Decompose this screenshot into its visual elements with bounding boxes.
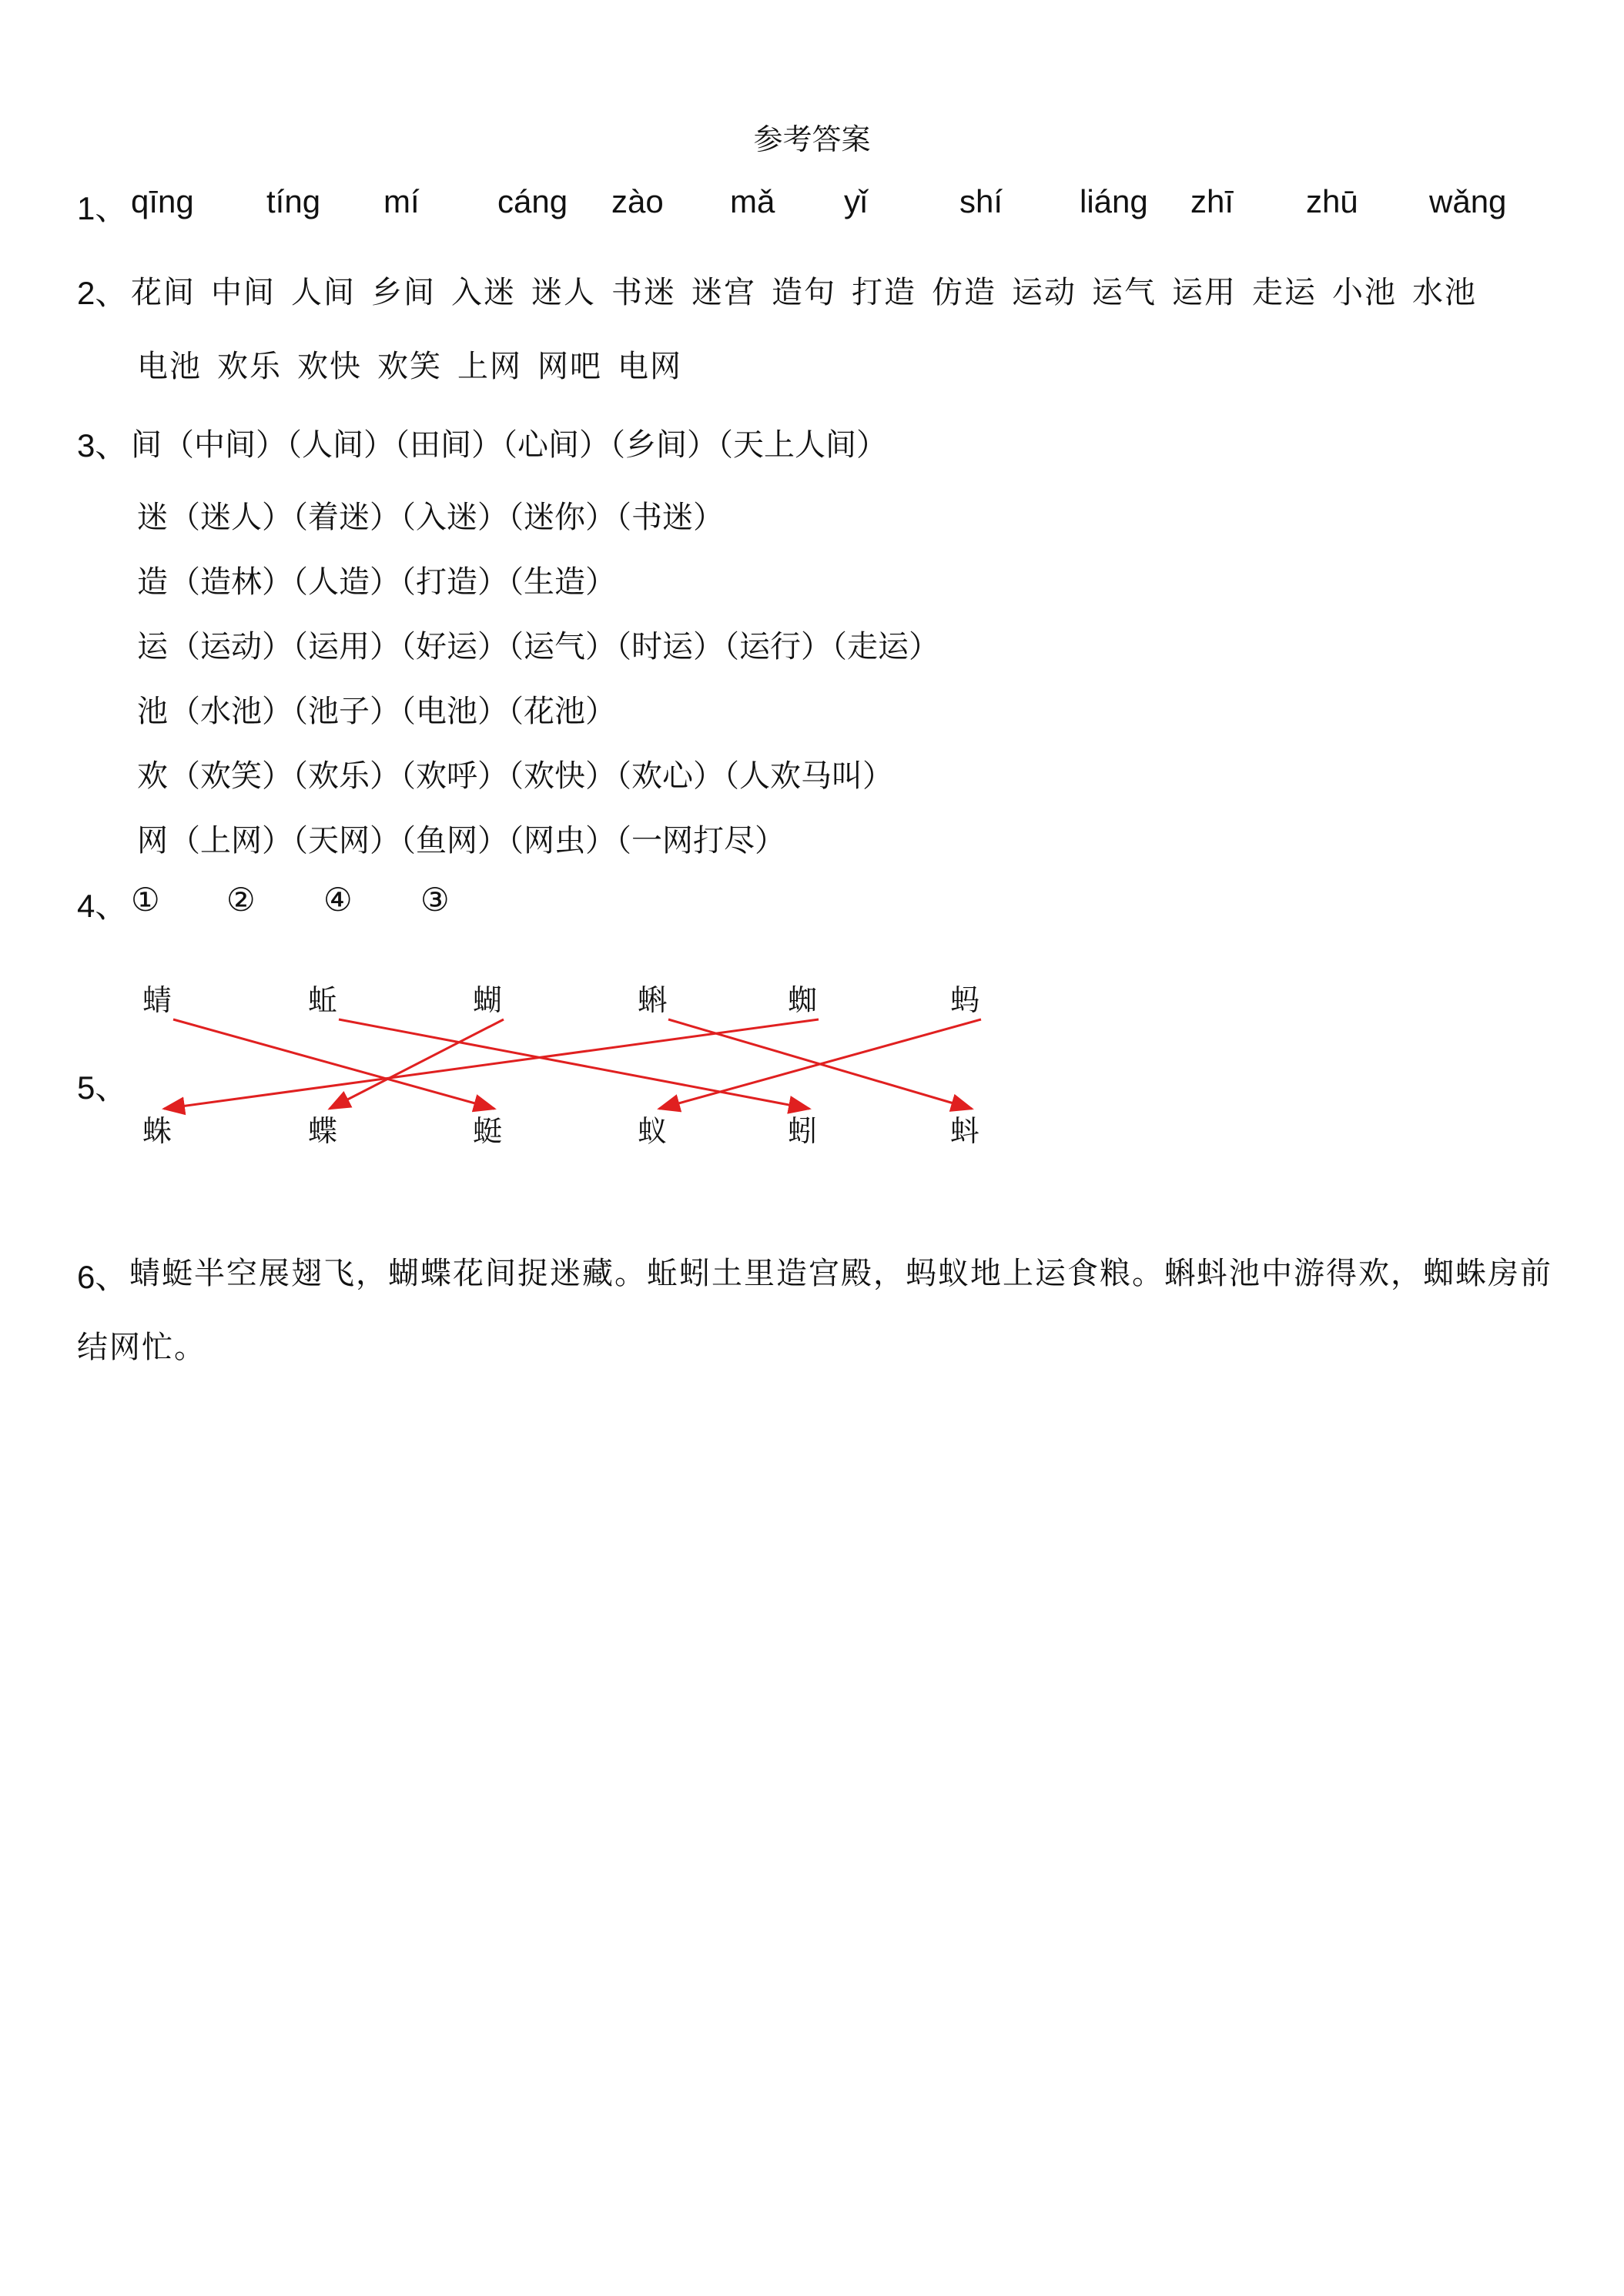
word-item: （人造） [293, 564, 400, 600]
word-item: （好运） [400, 629, 508, 664]
word-item: （入迷） [400, 500, 508, 535]
top-char: 蜘 [788, 983, 818, 1017]
pinyin-item: zhī [1190, 183, 1234, 219]
word-item: 花间 [131, 275, 196, 310]
key-char: 运 [137, 629, 168, 664]
pinyin-item: mí [383, 183, 420, 219]
word-item: （中间） [163, 427, 286, 463]
word-item: 乡间 [371, 275, 436, 310]
word-item: （造林） [169, 564, 293, 600]
pinyin-item: wǎng [1429, 183, 1507, 219]
word-item: 造句 [772, 275, 836, 310]
word-item: 运动 [1012, 275, 1077, 310]
pinyin-item: liáng [1080, 183, 1148, 219]
match-arrow [164, 1019, 819, 1109]
word-item: （欢笑） [169, 758, 293, 794]
bottom-char: 蜓 [473, 1114, 503, 1148]
top-char: 蚯 [308, 983, 338, 1017]
top-char: 蝌 [638, 983, 668, 1017]
key-char: 间 [131, 427, 162, 463]
word-item: （网虫） [508, 823, 616, 858]
question-6-answer-text: 蜻蜓半空展翅飞，蝴蝶花间捉迷藏。蚯蚓土里造宫殿，蚂蚁地上运食粮。蝌蚪池中游得欢，蜘蛛房前结网忙。 [77, 1256, 1552, 1365]
word-item: （池子） [293, 694, 400, 729]
bottom-char: 蚪 [950, 1114, 980, 1148]
word-item: （打造） [400, 564, 508, 600]
top-char: 蝴 [473, 983, 503, 1017]
word-item: 入迷 [451, 275, 516, 310]
pinyin-item: mǎ [730, 183, 775, 219]
pinyin-item: shí [959, 183, 1003, 219]
word-item: （电池） [400, 694, 508, 729]
word-item: （花池） [508, 694, 616, 729]
word-item: （心间） [502, 427, 610, 463]
key-char: 迷 [137, 500, 168, 535]
match-arrow [659, 1019, 981, 1109]
word-item: 水池 [1412, 275, 1477, 310]
pinyin-item: tíng [266, 183, 321, 219]
word-item: （迷人） [169, 500, 293, 535]
word-item: （天网） [293, 823, 400, 858]
word-item: （生造） [508, 564, 616, 600]
match-arrow [330, 1019, 504, 1109]
word-item: 仿造 [932, 275, 996, 310]
word-item: （时运） [616, 629, 724, 664]
word-item: 电池 [137, 349, 202, 384]
word-item: 中间 [211, 275, 276, 310]
word-item: （运气） [508, 629, 616, 664]
answer-item: ③ [420, 881, 450, 919]
bottom-char: 蚁 [638, 1114, 668, 1148]
match-arrow [339, 1019, 809, 1109]
word-item: （运行） [724, 629, 832, 664]
key-char: 网 [137, 823, 168, 858]
answer-item: ② [226, 881, 256, 919]
key-char: 池 [137, 694, 168, 729]
word-item: 小池 [1332, 275, 1397, 310]
question-4-number: 4、 [77, 888, 128, 924]
pinyin-item: zào [611, 183, 664, 219]
word-item: 欢快 [297, 349, 362, 384]
word-item: （运用） [293, 629, 400, 664]
word-item: 电网 [618, 349, 682, 384]
word-item: （着迷） [293, 500, 400, 535]
word-item: （上网） [169, 823, 293, 858]
word-item: （一网打尽） [616, 823, 785, 858]
word-item: （运动） [169, 629, 293, 664]
question-5-number: 5、 [77, 1069, 128, 1106]
question-1-number: 1、 [77, 190, 128, 226]
answer-item: ① [131, 881, 160, 919]
word-item: 运气 [1092, 275, 1157, 310]
word-item: （迷你） [508, 500, 616, 535]
match-arrow [173, 1019, 494, 1109]
question-2-number: 2、 [77, 275, 128, 311]
top-char: 蜻 [142, 983, 172, 1017]
word-item: （走运） [832, 629, 939, 664]
word-item: （书迷） [616, 500, 724, 535]
word-item: （鱼网） [400, 823, 508, 858]
word-item: 打造 [852, 275, 916, 310]
page-title: 参考答案 [753, 122, 871, 156]
question-6-number: 6、 [77, 1259, 128, 1295]
word-item: （乡间） [610, 427, 718, 463]
answer-item: ④ [323, 881, 353, 919]
bottom-char: 蚓 [788, 1114, 818, 1148]
word-item: （人间） [286, 427, 394, 463]
pinyin-item: yǐ [844, 183, 868, 219]
word-item: 人间 [291, 275, 356, 310]
question-3-number: 3、 [77, 427, 128, 464]
pinyin-item: cáng [497, 183, 568, 219]
pinyin-item: zhū [1306, 183, 1358, 219]
word-item: （人欢马叫） [724, 758, 893, 794]
key-char: 欢 [137, 758, 168, 794]
word-item: 运用 [1172, 275, 1237, 310]
pinyin-item: qīng [131, 183, 194, 219]
word-item: （欢乐） [293, 758, 400, 794]
top-char: 蚂 [950, 983, 980, 1017]
word-item: （欢快） [508, 758, 616, 794]
word-item: 迷人 [531, 275, 596, 310]
word-item: 书迷 [611, 275, 676, 310]
word-item: （天上人间） [718, 427, 887, 463]
bottom-char: 蝶 [308, 1114, 338, 1148]
word-item: 迷宫 [691, 275, 756, 310]
word-item: 欢乐 [217, 349, 282, 384]
word-item: （欢心） [616, 758, 724, 794]
word-item: 上网 [457, 349, 522, 384]
word-item: 走运 [1252, 275, 1317, 310]
word-item: 网吧 [537, 349, 602, 384]
word-item: （欢呼） [400, 758, 508, 794]
word-item: （水池） [169, 694, 293, 729]
bottom-char: 蛛 [142, 1114, 172, 1148]
key-char: 造 [137, 564, 168, 600]
word-item: （田间） [394, 427, 502, 463]
word-item: 欢笑 [377, 349, 442, 384]
